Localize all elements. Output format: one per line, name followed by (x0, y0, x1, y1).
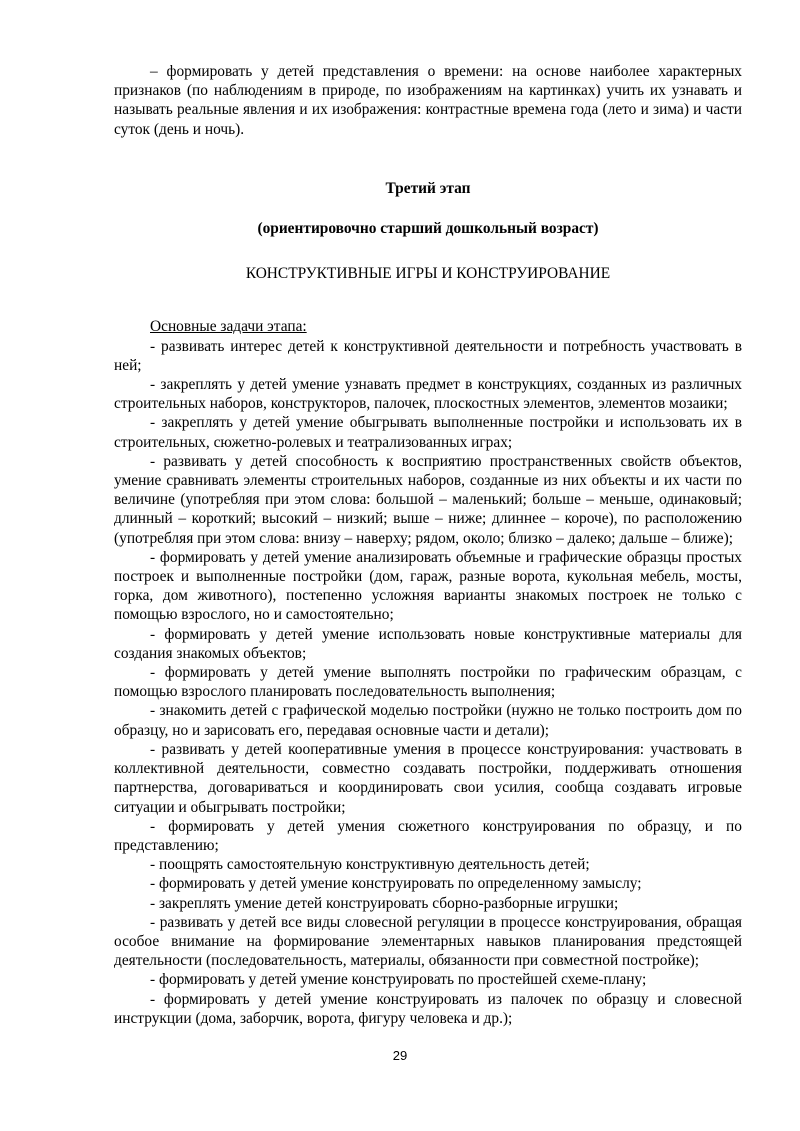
intro-paragraph: – формировать у детей представления о времени: на основе наиболее характерных признаков (по наблюдениям в природе, по изображениям на картинках) учить их узнавать и называть реальные явления и их изображения: контрастные времена года (лето и зима) и части суток (день и ночь). (114, 63, 742, 138)
task-item: - формировать у детей умение конструировать по определенному замыслу; (150, 875, 642, 893)
task-item: - развивать интерес детей к конструктивной деятельности и потребность участвовать в ней; (114, 337, 742, 374)
task-item: - формировать у детей умение анализировать объемные и графические образцы простых построек и выполненные постройки (дом, гараж, разные ворота, кукольная мебель, мосты, горка, дом животного), постепенно усложняя варианты знакомых построек не только с помощью взрослого, но и самостоятельно; (114, 548, 742, 624)
page-number: 29 (392, 1048, 408, 1063)
tasks-title: Основные задачи этапа: (150, 318, 307, 336)
task-item: - формировать у детей умения сюжетного конструирования по образцу, и по представлению; (114, 817, 742, 854)
task-item: - формировать у детей умение конструировать по простейшей схеме-плану; (150, 971, 647, 989)
section-title: КОНСТРУКТИВНЫЕ ИГРЫ И КОНСТРУИРОВАНИЕ (245, 265, 611, 283)
task-item: - формировать у детей умение использовать новые конструктивные материалы для создания знакомых объектов; (114, 625, 742, 662)
stage-subtitle: (ориентировочно старший дошкольный возраст) (257, 220, 599, 238)
stage-title: Третий этап (385, 179, 471, 197)
document-page (114, 62, 742, 1028)
task-item: - закреплять у детей умение обыгрывать выполненные постройки и использовать их в строительных, сюжетно-ролевых и театрализованных играх; (114, 414, 742, 451)
task-item: - развивать у детей кооперативные умения в процессе конструирования: участвовать в коллективной деятельности, совместно создавать постройки, поддерживать отношения партнерства, договариваться и координировать свои усилия, сообща создавать игровые ситуации и обыгрывать постройки; (114, 740, 742, 816)
tasks-list (114, 337, 742, 1028)
task-item: - закреплять у детей умение узнавать предмет в конструкциях, созданных из различных строительных наборов, конструкторов, палочек, плоскостных элементов, элементов мозаики; (114, 376, 742, 413)
task-item: - формировать у детей умение выполнять постройки по графическим образцам, с помощью взрослого планировать последовательность выполнения; (114, 664, 742, 701)
task-item: - поощрять самостоятельную конструктивную деятельность детей; (150, 856, 590, 874)
task-item: - формировать у детей умение конструировать из палочек по образцу и словесной инструкции (дома, заборчик, ворота, фигуру человека и др.); (114, 990, 742, 1027)
task-item: - развивать у детей все виды словесной регуляции в процессе конструирования, обращая особое внимание на формирование элементарных навыков планирования предстоящей деятельности (последовательность, материалы, обязанности при совместной постройке); (114, 913, 742, 970)
task-item: - знакомить детей с графической моделью постройки (нужно не только построить дом по образцу, но и зарисовать его, передавая основные части и детали); (114, 702, 742, 739)
task-item: - развивать у детей способность к восприятию пространственных свойств объектов, умение сравнивать элементы строительных наборов, созданные из них объекты и их части по величине (употребляя при этом слова: большой – маленький; больше – меньше, одинаковый; длинный – короткий; высокий – низкий; выше – ниже; длиннее – короче), по расположению (употребляя при этом слова: внизу – наверху; рядом, около; близко – далеко; дальше – ближе); (114, 452, 742, 547)
task-item: - закреплять умение детей конструировать сборно-разборные игрушки; (150, 894, 619, 912)
